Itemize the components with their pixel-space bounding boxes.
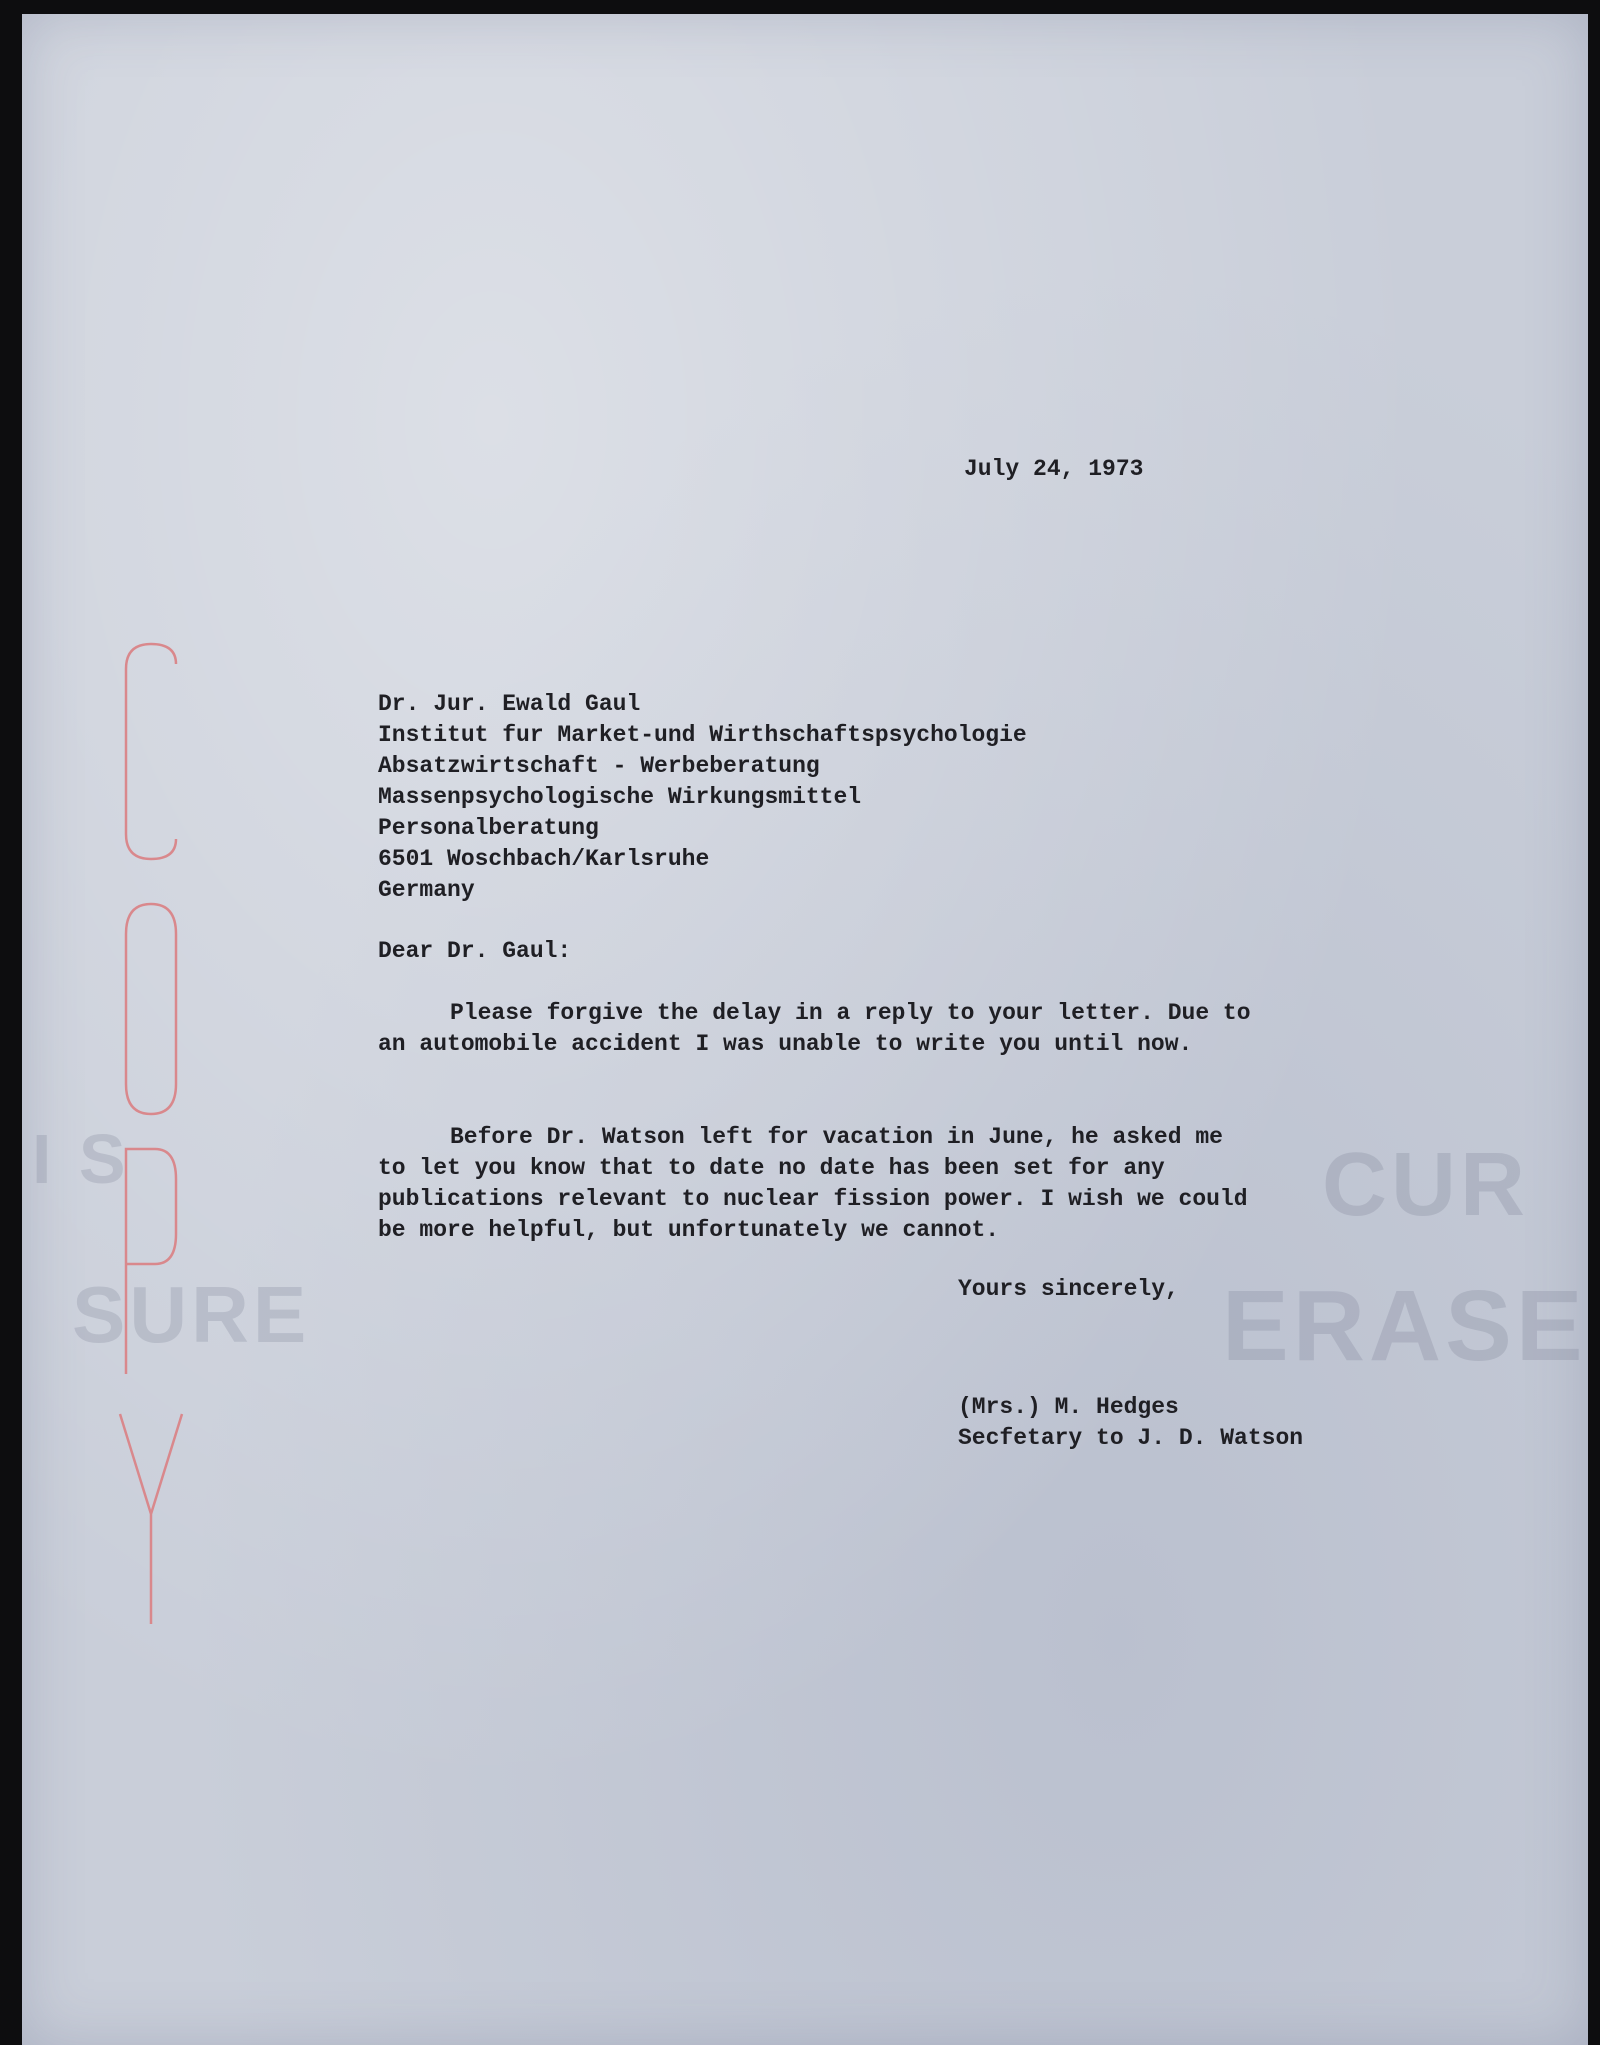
address-line: Personalberatung <box>378 815 599 841</box>
copy-stamp-letter-o <box>126 904 176 1114</box>
copy-stamp <box>110 634 192 1634</box>
address-line: Dr. Jur. Ewald Gaul <box>378 691 641 717</box>
closing: Yours sincerely, <box>958 1276 1179 1302</box>
letter-date: July 24, 1973 <box>964 456 1144 482</box>
signature-title: Secfetary to J. D. Watson <box>958 1425 1304 1451</box>
show-through-ghost: SURE <box>72 1270 311 1359</box>
show-through-ghost: CUR <box>1322 1135 1529 1235</box>
copy-stamp-letter-y <box>120 1414 182 1624</box>
address-line: Institut fur Market-und Wirthschaftspsychologie <box>378 722 1027 748</box>
salutation: Dear Dr. Gaul: <box>378 938 572 964</box>
body-paragraph: Please forgive the delay in a reply to your letter. Due to an automobile accident I was unable to write you until now. <box>378 1000 1251 1057</box>
show-through-ghost: I S <box>32 1120 130 1198</box>
copy-stamp-letter-p <box>126 1149 176 1374</box>
address-line: Massenpsychologische Wirkungsmittel <box>378 784 862 810</box>
signature-name: (Mrs.) M. Hedges <box>958 1394 1179 1420</box>
address-line: 6501 Woschbach/Karlsruhe <box>378 846 710 872</box>
body-paragraph: Before Dr. Watson left for vacation in June, he asked me to let you know that to date no date has been set for any publications relevant to nuclear fission power. I wish we could be more helpful, but unfortunately we cannot. <box>378 1124 1248 1243</box>
show-through-ghost: ERASE <box>1222 1270 1587 1382</box>
letter-sheet <box>22 14 1588 2045</box>
address-line: Germany <box>378 877 475 903</box>
copy-stamp-letter-c <box>126 644 176 859</box>
address-line: Absatzwirtschaft - Werbeberatung <box>378 753 820 779</box>
